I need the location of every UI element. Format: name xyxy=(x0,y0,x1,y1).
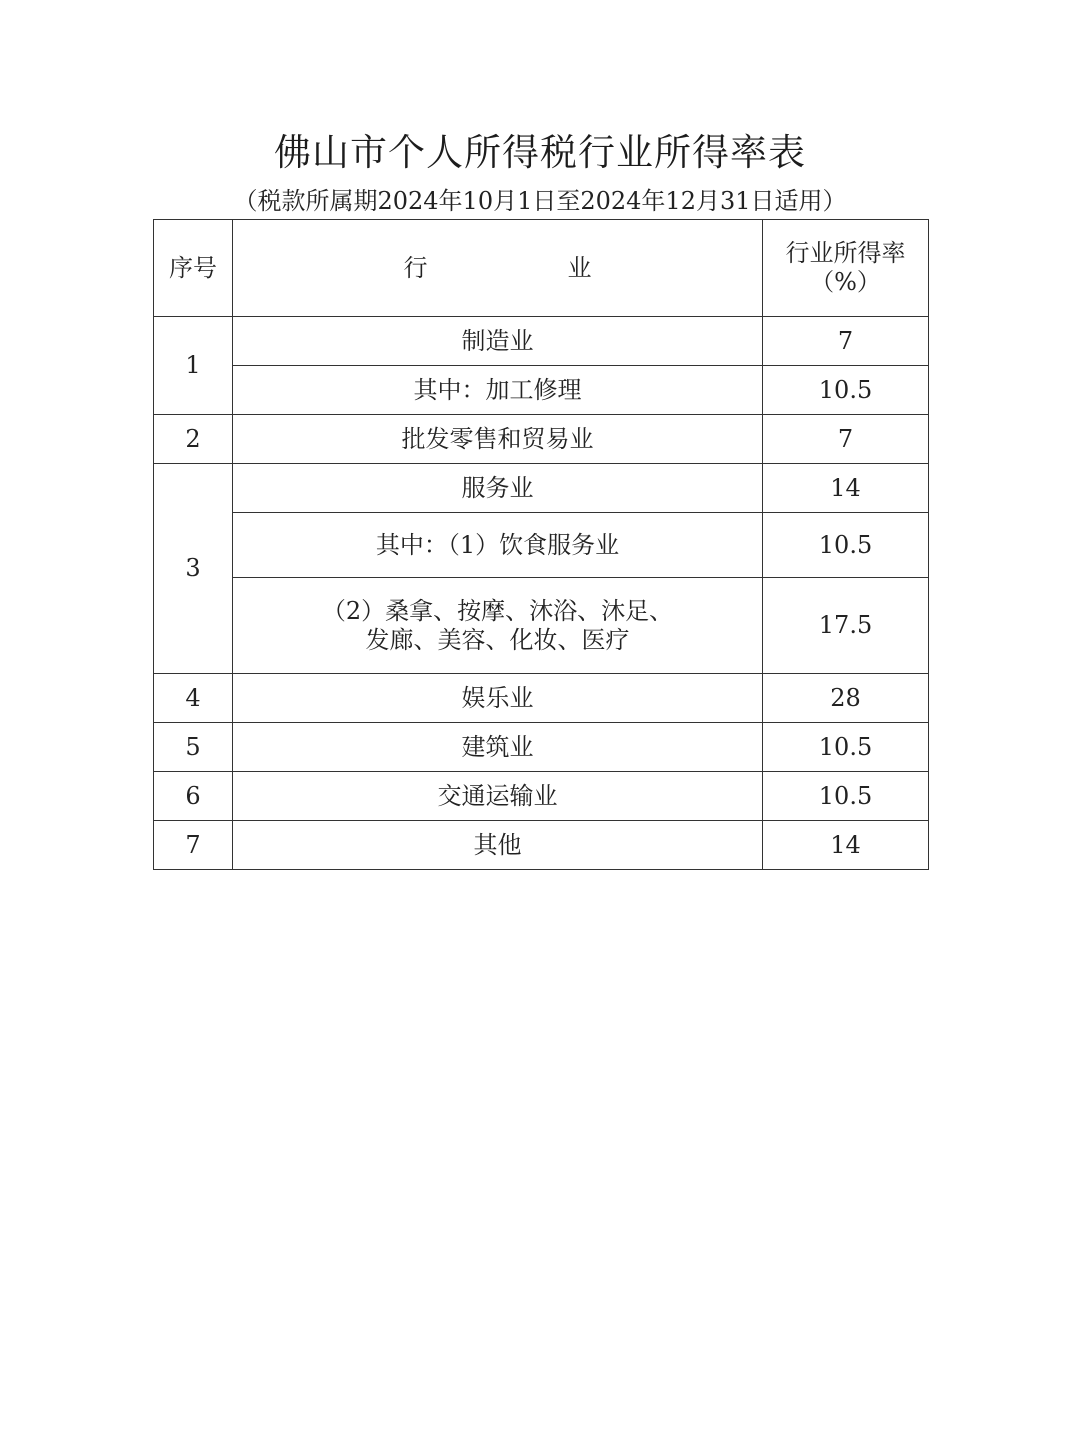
row-rate: 10.5 xyxy=(763,772,929,821)
row-industry-line2: 发廊、美容、化妆、医疗 xyxy=(365,625,630,654)
header-rate-line2: （%） xyxy=(810,268,881,296)
row-industry: 其他 xyxy=(233,821,763,870)
header-income-rate xyxy=(763,220,929,317)
row-serial-number: 5 xyxy=(154,723,233,772)
header-industry-part1: 行 xyxy=(403,253,428,282)
industry-rate-table xyxy=(153,219,929,870)
table-row xyxy=(154,366,929,415)
header-industry-part2: 业 xyxy=(567,253,592,282)
row-industry: 娱乐业 xyxy=(233,674,763,723)
row-industry: 交通运输业 xyxy=(233,772,763,821)
table-row xyxy=(154,513,929,578)
header-industry xyxy=(233,220,763,317)
row-industry-line1: （2）桑拿、按摩、沐浴、沐足、 xyxy=(321,596,674,625)
row-industry: 其中：（1）饮食服务业 xyxy=(233,513,763,578)
table-row xyxy=(154,464,929,513)
row-rate: 7 xyxy=(763,317,929,366)
row-serial-number: 3 xyxy=(154,464,233,674)
table-row xyxy=(154,723,929,772)
row-rate: 14 xyxy=(763,464,929,513)
document-title: 佛山市个人所得税行业所得率表 xyxy=(274,131,806,174)
header-rate-line1: 行业所得率 xyxy=(785,239,906,268)
row-industry: 制造业 xyxy=(233,317,763,366)
table-row xyxy=(154,674,929,723)
table-row xyxy=(154,578,929,674)
row-serial-number: 6 xyxy=(154,772,233,821)
row-industry xyxy=(233,578,763,674)
document-subtitle: （税款所属期2024年10月1日至2024年12月31日适用） xyxy=(233,187,847,215)
header-serial-number: 序号 xyxy=(154,220,233,317)
row-serial-number: 7 xyxy=(154,821,233,870)
table-row xyxy=(154,415,929,464)
row-serial-number: 1 xyxy=(154,317,233,415)
row-rate: 10.5 xyxy=(763,513,929,578)
row-rate: 10.5 xyxy=(763,723,929,772)
table-row xyxy=(154,821,929,870)
row-industry: 其中：加工修理 xyxy=(233,366,763,415)
row-rate: 17.5 xyxy=(763,578,929,674)
row-rate: 7 xyxy=(763,415,929,464)
table-row xyxy=(154,317,929,366)
table-row xyxy=(154,772,929,821)
row-industry: 批发零售和贸易业 xyxy=(233,415,763,464)
row-rate: 14 xyxy=(763,821,929,870)
row-industry: 服务业 xyxy=(233,464,763,513)
table-header-row xyxy=(154,220,929,317)
row-rate: 10.5 xyxy=(763,366,929,415)
row-serial-number: 4 xyxy=(154,674,233,723)
row-industry: 建筑业 xyxy=(233,723,763,772)
row-rate: 28 xyxy=(763,674,929,723)
row-serial-number: 2 xyxy=(154,415,233,464)
